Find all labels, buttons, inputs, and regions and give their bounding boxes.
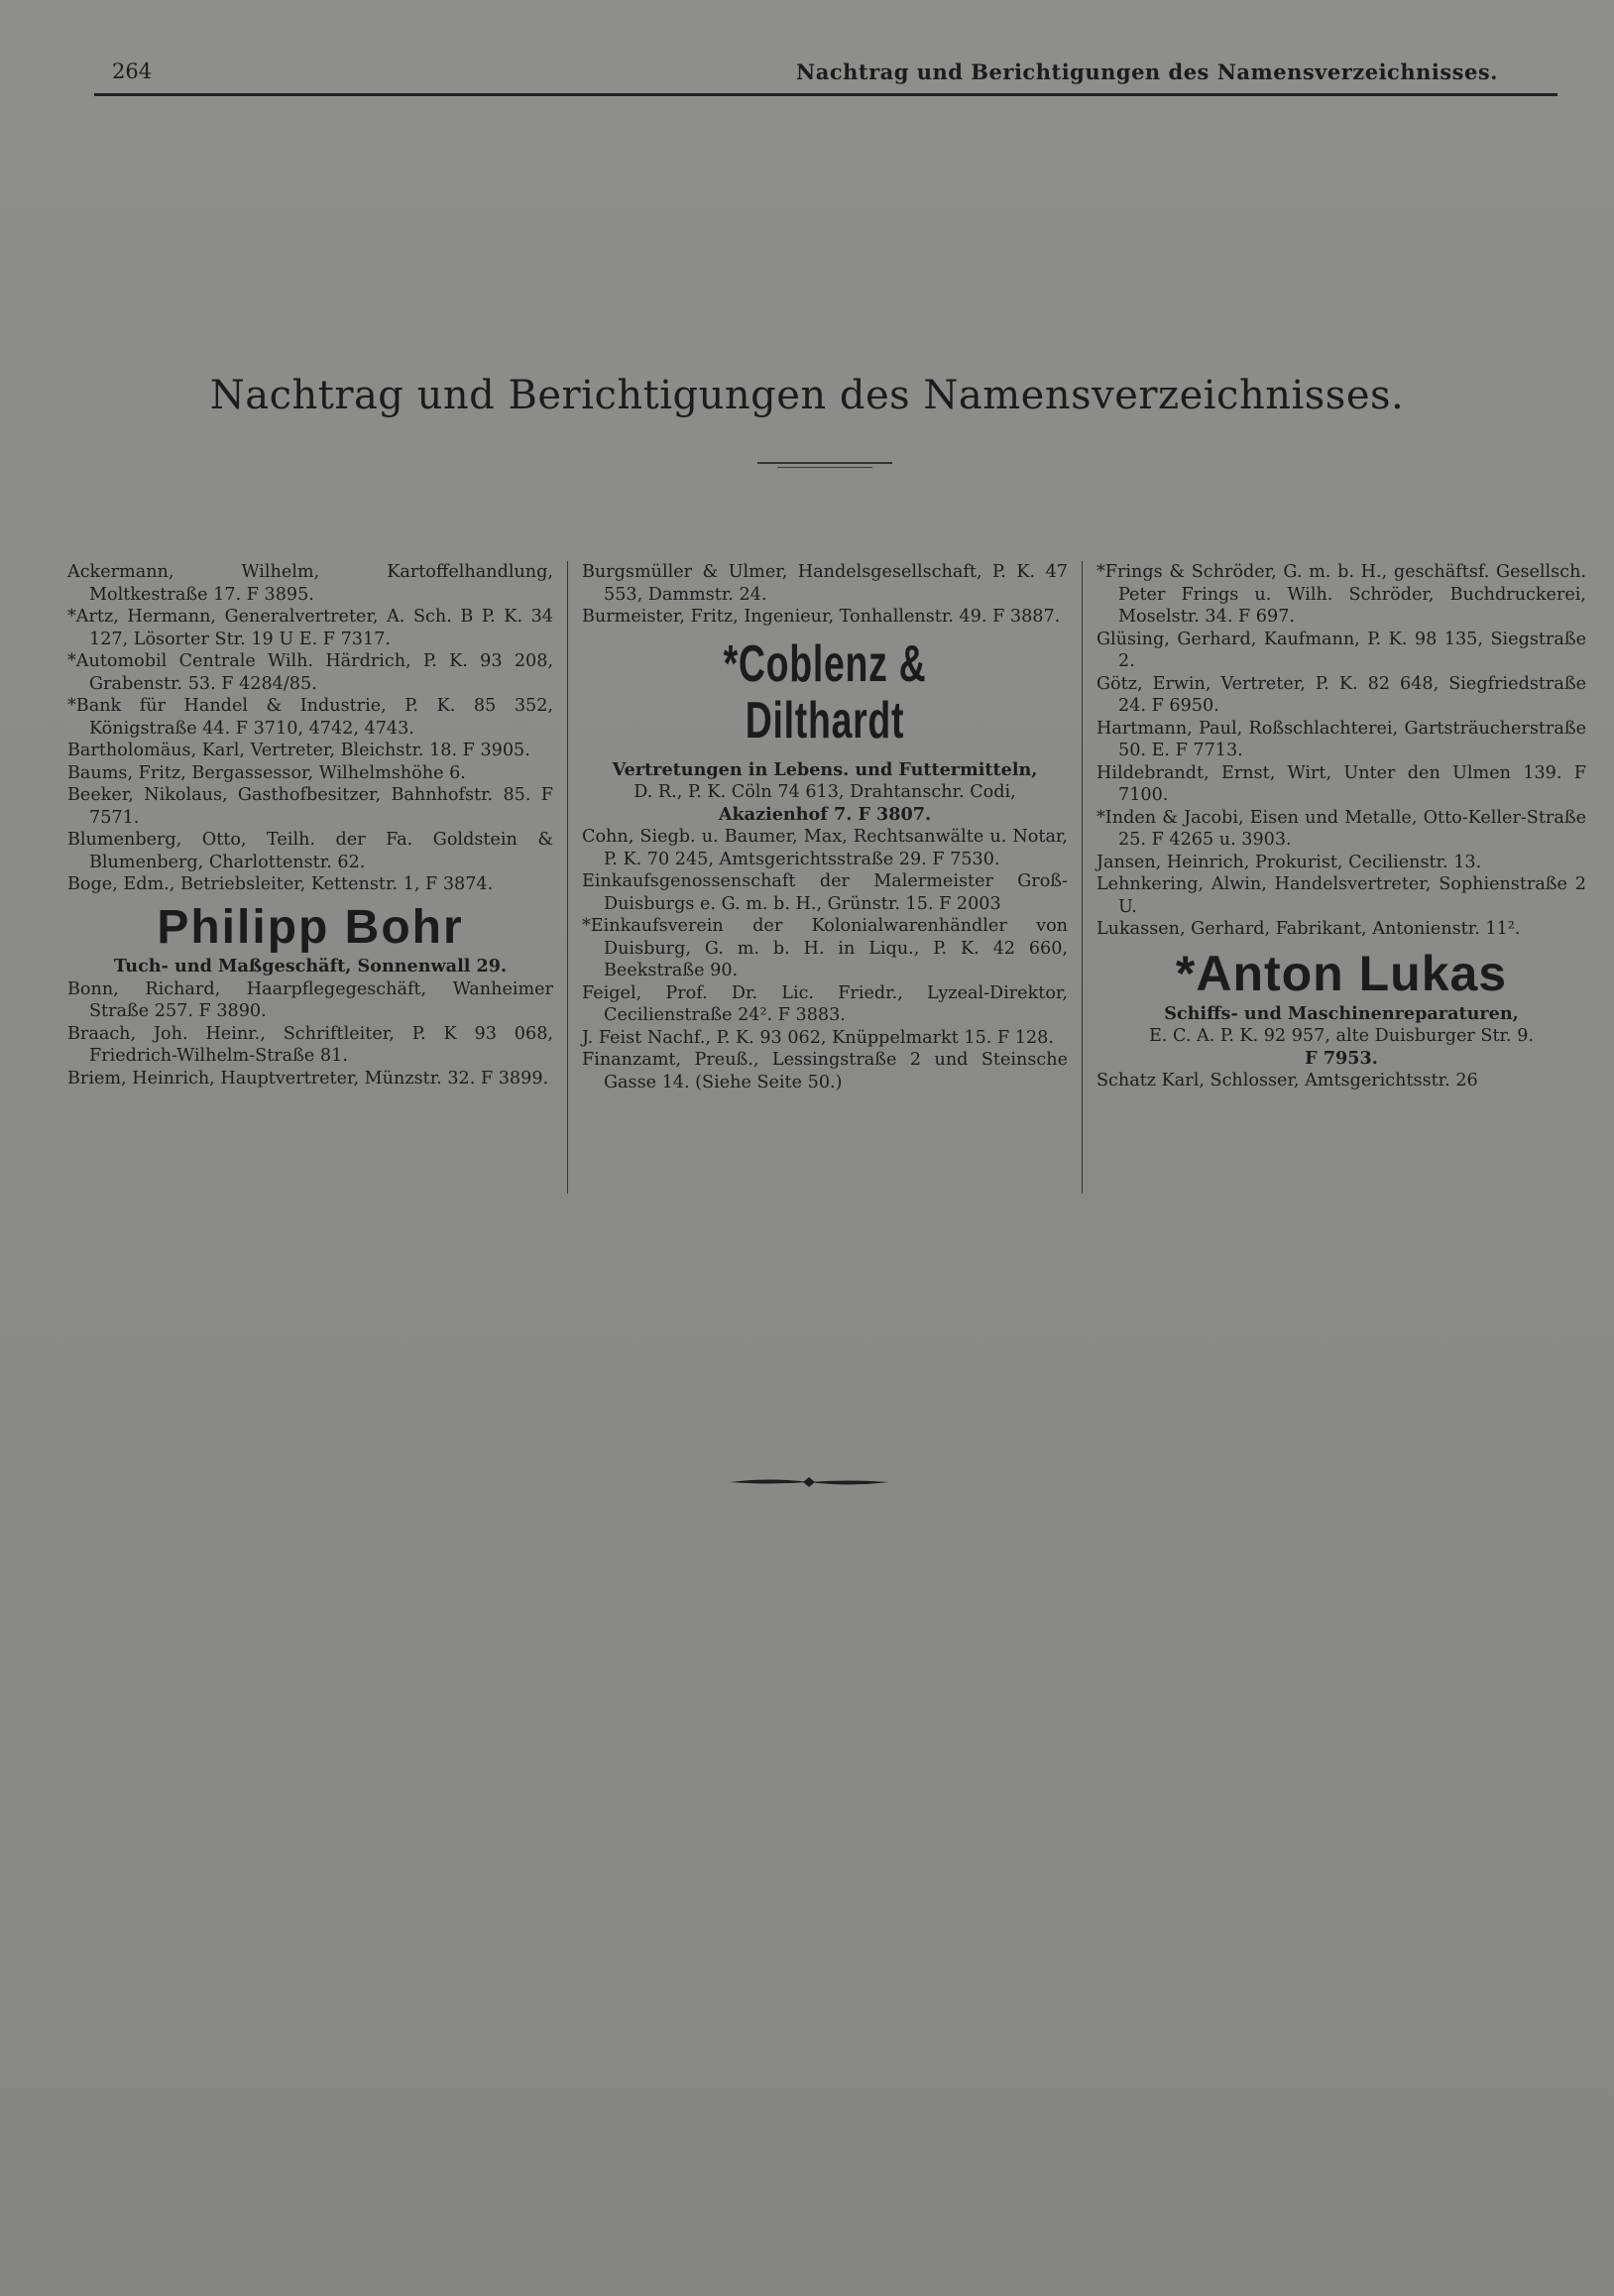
advertisement-name: Philipp Bohr	[157, 900, 464, 954]
column-3	[1096, 561, 1586, 1092]
directory-entry: Braach, Joh. Heinr., Schriftleiter, P. K 93 068, Friedrich-Wilhelm-Straße 81.	[67, 1023, 553, 1067]
advertisement-line: F 7953.	[1305, 1047, 1378, 1069]
directory-entry: *Bank für Handel & Industrie, P. K. 85 352, Königstraße 44. F 3710, 4742, 4743.	[67, 696, 553, 739]
directory-entry: *Artz, Hermann, Generalvertreter, A. Sch. B P. K. 34 127, Lösorter Str. 19 U E. F 7317.	[67, 607, 553, 649]
directory-entry: Finanzamt, Preuß., Lessingstraße 2 und Steinsche Gasse 14. (Siehe Seite 50.)	[582, 1050, 1068, 1092]
page-title: Nachtrag und Berichtigungen des Namensverzeichnisses.	[209, 373, 1405, 418]
directory-entry: Burgsmüller & Ulmer, Handelsgesellschaft, P. K. 47 553, Dammstr. 24.	[582, 562, 1068, 605]
directory-entry: Lehnkering, Alwin, Handelsvertreter, Sophienstraße 2 U.	[1096, 874, 1586, 917]
column-divider-1	[567, 561, 568, 1194]
directory-entry: Cohn, Siegb. u. Baumer, Max, Rechtsanwälte u. Notar, P. K. 70 245, Amtsgerichtsstraße 29. F 7530.	[582, 827, 1068, 869]
directory-entry: Bonn, Richard, Haarpflegegeschäft, Wanheimer Straße 257. F 3890.	[67, 978, 553, 1022]
directory-entry: Feigel, Prof. Dr. Lic. Friedr., Lyzeal-Direktor, Cecilienstraße 24². F 3883.	[582, 982, 1068, 1026]
advertisement-subtitle: Vertretungen in Lebens. und Futtermitteln,	[612, 758, 1038, 780]
directory-entry: Beeker, Nikolaus, Gasthofbesitzer, Bahnhofstr. 85. F 7571.	[67, 785, 553, 828]
advertisement-line: D. R., P. K. Cöln 74 613, Drahtanschr. Codi,	[634, 782, 1016, 803]
directory-entry: *Einkaufsverein der Kolonialwarenhändler von Duisburg, G. m. b. H. in Liqu., P. K. 42 660, Beekstraße 90.	[582, 916, 1068, 981]
directory-entry: Boge, Edm., Betriebsleiter, Kettenstr. 1, F 3874.	[67, 874, 494, 894]
column-1	[67, 561, 553, 1090]
column-divider-2	[1082, 561, 1083, 1194]
directory-entry: Briem, Heinrich, Hauptvertreter, Münzstr. 32. F 3899.	[67, 1068, 549, 1089]
advertisement-subtitle: Tuch- und Maßgeschäft, Sonnenwall 29.	[113, 956, 508, 977]
directory-entry: Blumenberg, Otto, Teilh. der Fa. Goldstein & Blumenberg, Charlottenstr. 62.	[67, 830, 553, 872]
directory-entry: *Frings & Schröder, G. m. b. H., geschäftsf. Gesellsch. Peter Frings u. Wilh. Schröder, Buchdruckerei, Moselstr. 34. F 697.	[1096, 562, 1586, 627]
advertisement-line: Akazienhof 7. F 3807.	[718, 803, 932, 825]
directory-entry: Glüsing, Gerhard, Kaufmann, P. K. 98 135, Siegstraße 2.	[1096, 629, 1586, 671]
directory-entry: Burmeister, Fritz, Ingenieur, Tonhallenstr. 49. F 3887.	[582, 607, 1061, 627]
directory-entry: Lukassen, Gerhard, Fabrikant, Antonienstr. 11².	[1096, 919, 1521, 939]
advertisement-line: E. C. A. P. K. 92 957, alte Duisburger Str. 9.	[1148, 1026, 1534, 1046]
end-ornament	[730, 1475, 888, 1489]
running-title: Nachtrag und Berichtigungen des Namensverzeichnisses.	[796, 59, 1498, 84]
column-2	[582, 561, 1068, 1093]
directory-entry: J. Feist Nachf., P. K. 93 062, Knüppelmarkt 15. F 128.	[582, 1027, 1054, 1048]
advertisement-name: *Coblenz & Dilthardt	[723, 634, 927, 749]
title-rule	[757, 462, 892, 464]
running-header	[94, 57, 1557, 96]
advertisement-subtitle: Schiffs- und Maschinenreparaturen,	[1164, 1002, 1519, 1024]
directory-entry: Jansen, Heinrich, Prokurist, Cecilienstr. 13.	[1096, 852, 1482, 872]
directory-entry: Hildebrandt, Ernst, Wirt, Unter den Ulmen 139. F 7100.	[1096, 762, 1586, 805]
directory-entry: Einkaufsgenossenschaft der Malermeister Groß-Duisburgs e. G. m. b. H., Grünstr. 15. F 2003	[582, 871, 1068, 914]
directory-entry: Götz, Erwin, Vertreter, P. K. 82 648, Siegfriedstraße 24. F 6950.	[1096, 673, 1586, 716]
directory-entry: Hartmann, Paul, Roßschlachterei, Gartsträucherstraße 50. E. F 7713.	[1096, 718, 1586, 760]
directory-entry: Schatz Karl, Schlosser, Amtsgerichtsstr. 26	[1096, 1071, 1478, 1091]
directory-entry: *Inden & Jacobi, Eisen und Metalle, Otto-Keller-Straße 25. F 4265 u. 3903.	[1096, 807, 1586, 850]
directory-entry: Ackermann, Wilhelm, Kartoffelhandlung, Moltkestraße 17. F 3895.	[67, 562, 553, 605]
directory-entry: Bartholomäus, Karl, Vertreter, Bleichstr. 18. F 3905.	[67, 741, 530, 760]
directory-entry: Baums, Fritz, Bergassessor, Wilhelmshöhe 6.	[67, 762, 466, 783]
page-number: 264	[112, 59, 153, 83]
advertisement-name: *Anton Lukas	[1175, 945, 1508, 1001]
directory-entry: *Automobil Centrale Wilh. Härdrich, P. K. 93 208, Grabenstr. 53. F 4284/85.	[67, 651, 553, 694]
